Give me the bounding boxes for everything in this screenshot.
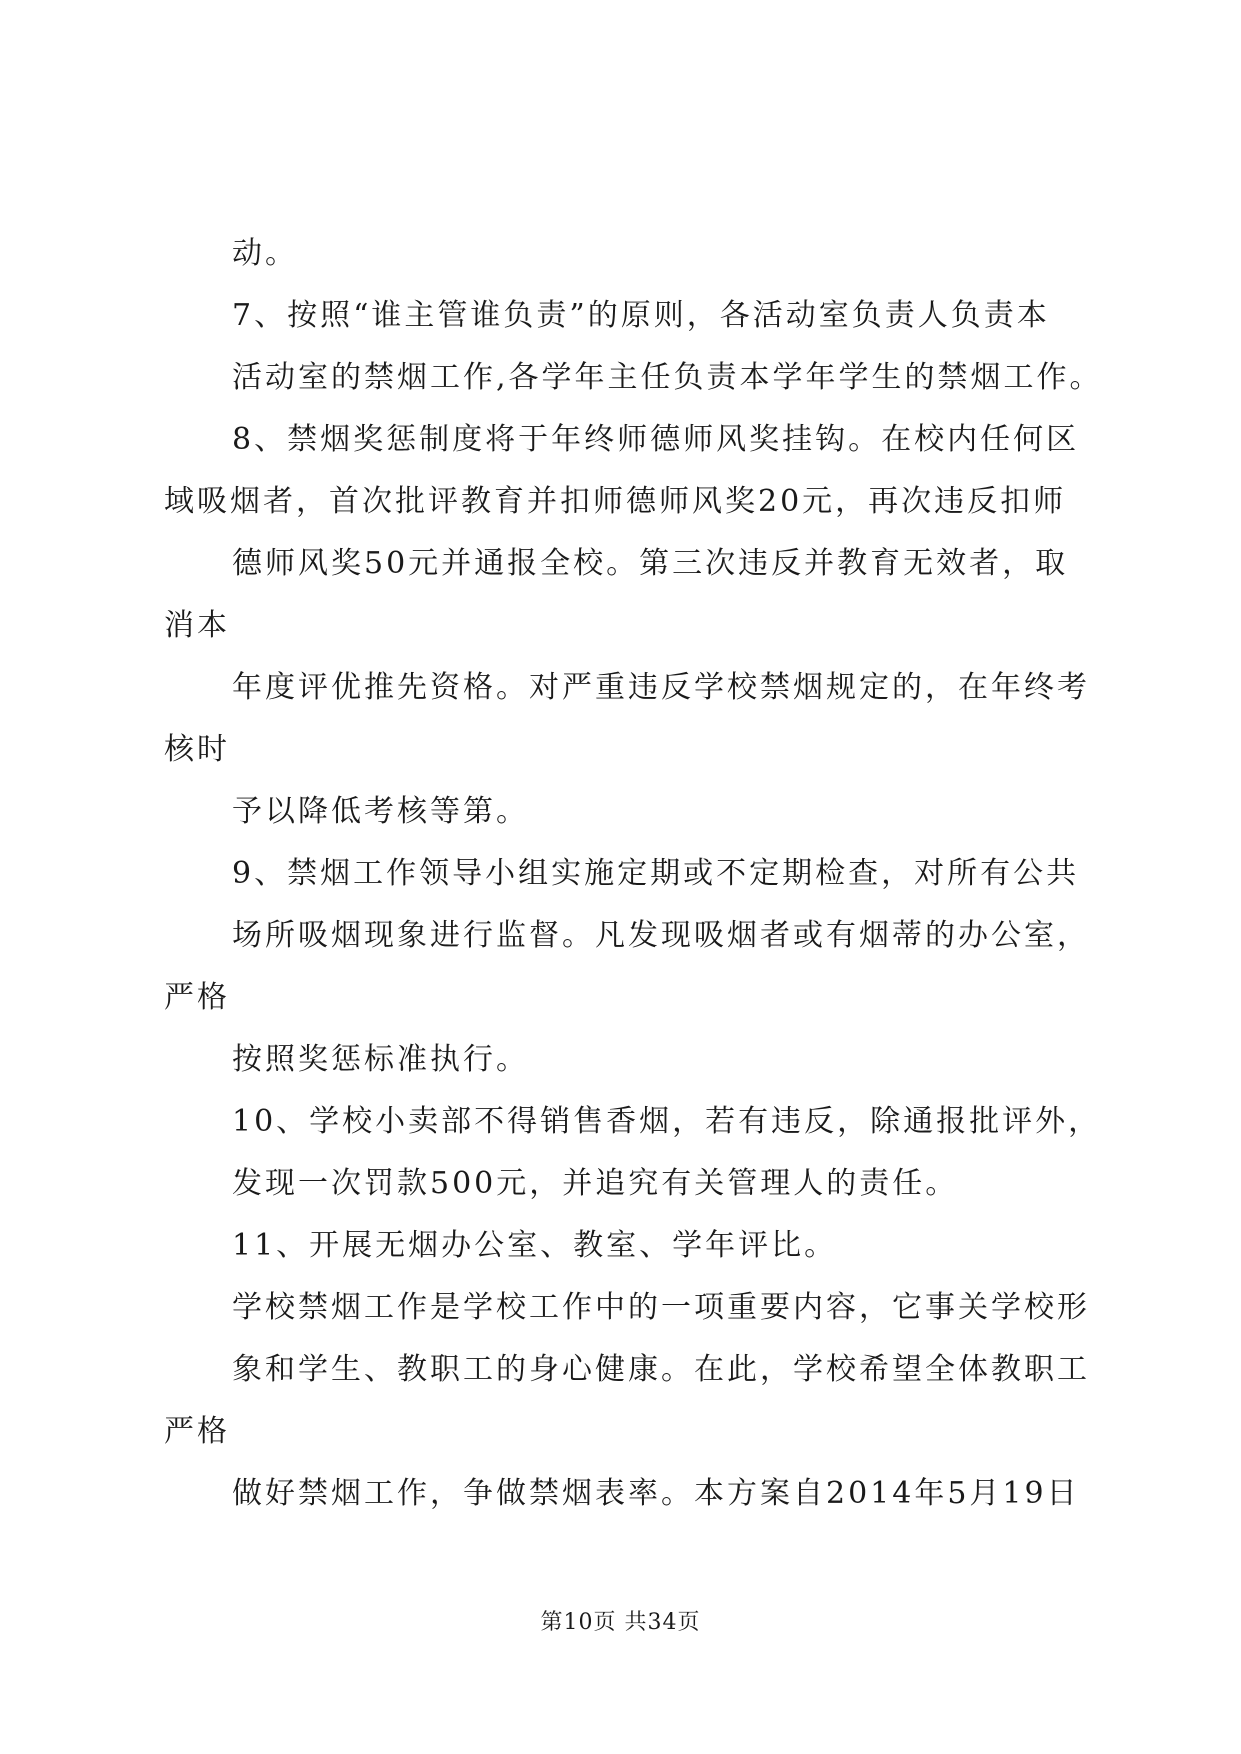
text-line: 活动室的禁烟工作,各学年主任负责本学年学生的禁烟工作。 [232,360,1103,395]
text-line: 学校禁烟工作是学校工作中的一项重要内容，它事关学校形 [232,1290,1090,1325]
text-line: 11、开展无烟办公室、教室、学年评比。 [232,1228,838,1263]
text-line: 年度评优推先资格。对严重违反学校禁烟规定的，在年终考 [232,670,1090,705]
text-line: 域吸烟者，首次批评教育并扣师德师风奖20元，再次违反扣师 [164,484,1067,519]
text-line: 8、禁烟奖惩制度将于年终师德师风奖挂钩。在校内任何区 [232,422,1080,457]
text-line: 核时 [164,732,230,767]
text-line: 严格 [164,980,230,1015]
text-line: 严格 [164,1414,230,1449]
text-line: 10、学校小卖部不得销售香烟，若有违反，除通报批评外， [232,1104,1102,1139]
text-line: 做好禁烟工作，争做禁烟表率。本方案自2014年5月19日 [232,1476,1080,1511]
text-line: 予以降低考核等第。 [232,794,529,829]
text-line: 9、禁烟工作领导小组实施定期或不定期检查，对所有公共 [232,856,1080,891]
text-line: 按照奖惩标准执行。 [232,1042,529,1077]
text-line: 发现一次罚款500元，并追究有关管理人的责任。 [232,1166,959,1201]
text-line: 场所吸烟现象进行监督。凡发现吸烟者或有烟蒂的办公室， [232,918,1090,953]
text-line: 消本 [164,608,230,643]
text-line: 7、按照“谁主管谁负责”的原则，各活动室负责人负责本 [232,298,1050,333]
text-line: 德师风奖50元并通报全校。第三次违反并教育无效者，取 [232,546,1069,581]
text-line: 象和学生、教职工的身心健康。在此，学校希望全体教职工 [232,1352,1090,1387]
text-line: 动。 [232,236,298,271]
page-number-footer: 第10页 共34页 [540,1610,701,1635]
